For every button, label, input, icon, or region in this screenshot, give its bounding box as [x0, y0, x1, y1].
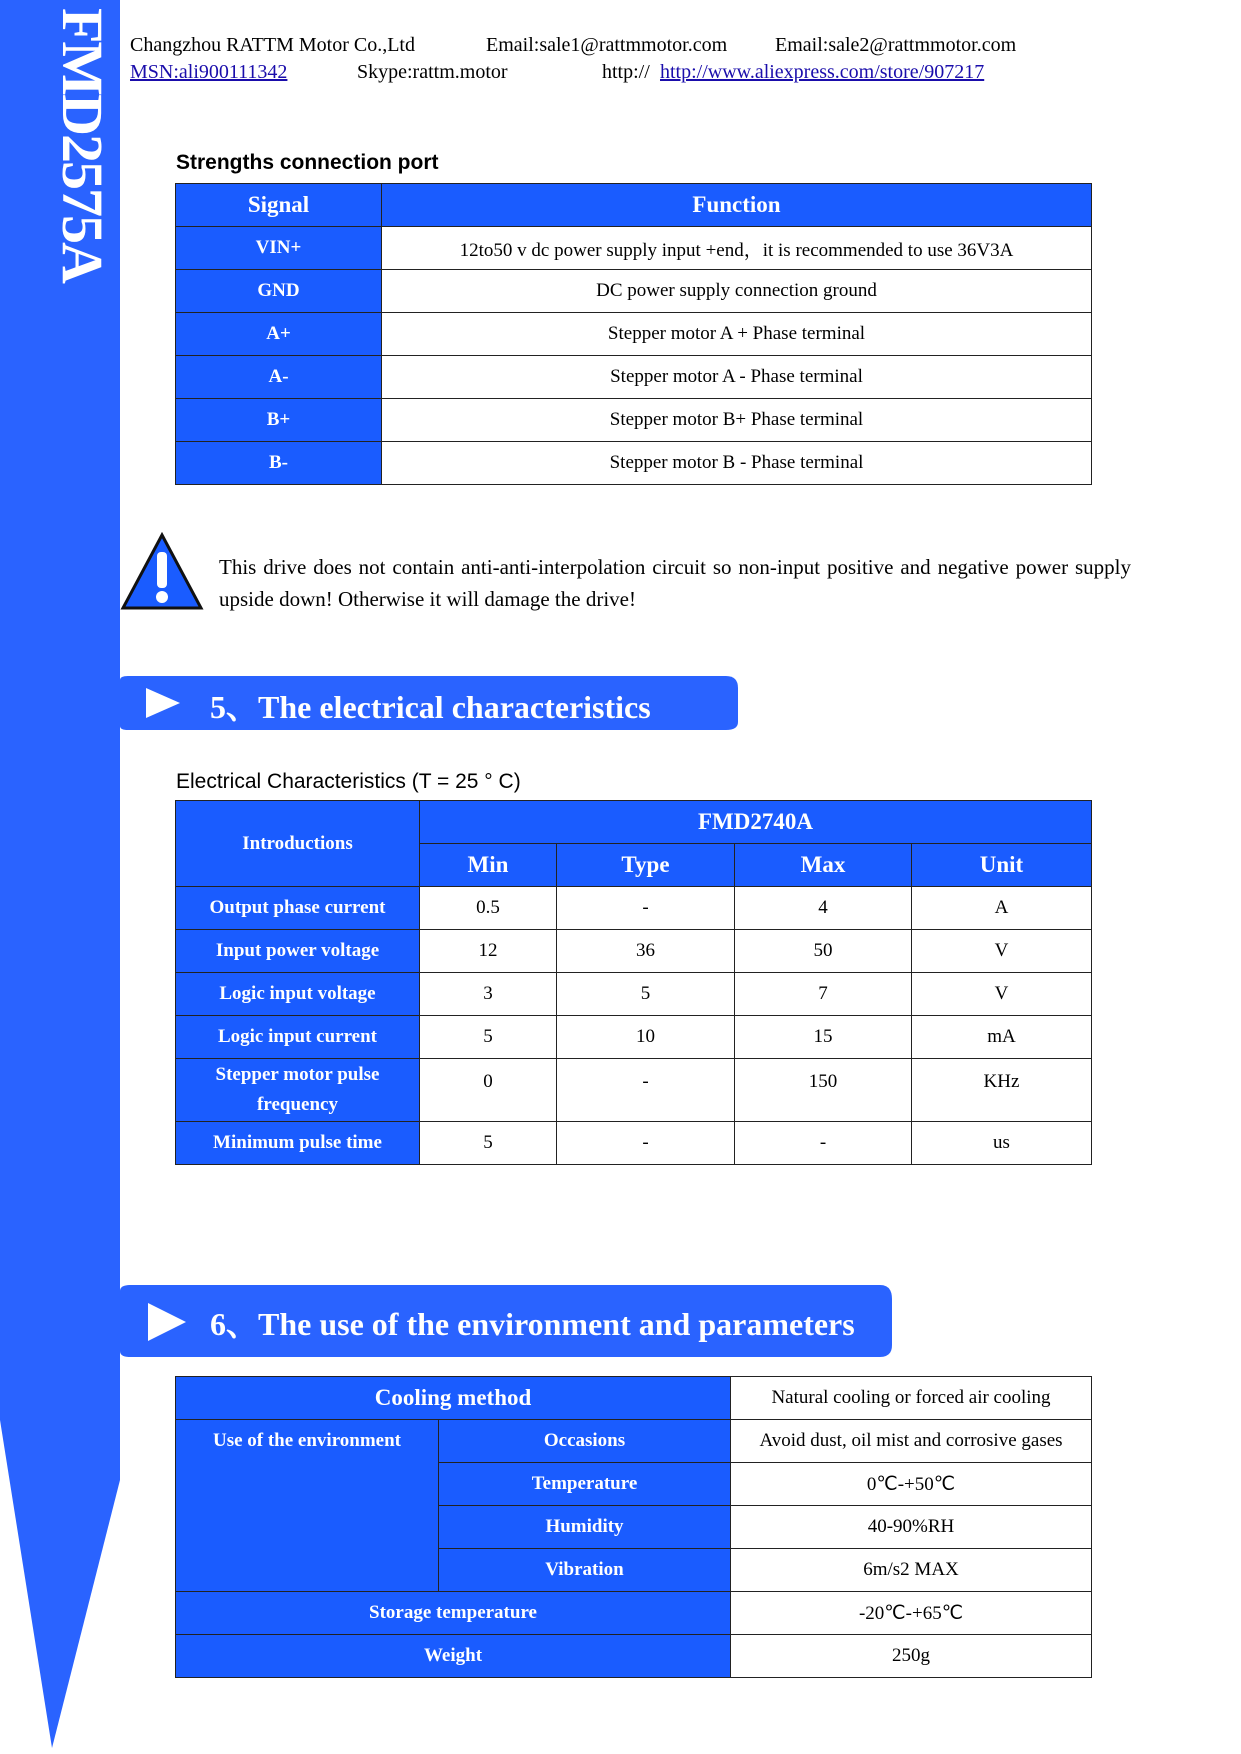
section-5-banner	[120, 676, 740, 730]
unit-cell: A	[912, 887, 1092, 930]
min-cell: 5	[420, 1016, 557, 1059]
table-row	[176, 1592, 1092, 1635]
table-row	[176, 399, 1092, 442]
type-cell: -	[557, 1122, 735, 1165]
min-cell: 0.5	[420, 887, 557, 930]
param-label: Logic input current	[176, 1016, 420, 1059]
signal-cell: GND	[176, 270, 382, 313]
storage-temperature-label: Storage temperature	[176, 1592, 731, 1635]
table-row	[176, 1420, 1092, 1463]
http-prefix: http://	[602, 61, 650, 83]
unit-cell: KHz	[912, 1059, 1092, 1122]
table-row	[176, 356, 1092, 399]
min-cell: 3	[420, 973, 557, 1016]
electrical-table	[175, 800, 1092, 1165]
unit-cell: us	[912, 1122, 1092, 1165]
email-2[interactable]: Email:sale2@rattmmotor.com	[775, 34, 1017, 56]
temperature-value: 0℃-+50℃	[731, 1463, 1092, 1506]
signal-cell: VIN+	[176, 227, 382, 270]
param-label: Minimum pulse time	[176, 1122, 420, 1165]
min-cell: 5	[420, 1122, 557, 1165]
function-cell: DC power supply connection ground	[382, 270, 1092, 313]
vibration-label: Vibration	[439, 1549, 731, 1592]
function-cell: 12to50 v dc power supply input +end，it is recommended to use 36V3A	[382, 227, 1092, 270]
function-cell: Stepper motor B+ Phase terminal	[382, 399, 1092, 442]
skype-id: Skype:rattm.motor	[357, 61, 508, 83]
table-row	[176, 887, 1092, 930]
sidebar-title: FMD2575A	[50, 8, 115, 282]
type-header: Type	[557, 844, 735, 887]
table-row	[176, 313, 1092, 356]
function-cell: Stepper motor B - Phase terminal	[382, 442, 1092, 485]
msn-link[interactable]: MSN:ali900111342	[130, 61, 288, 83]
max-cell: 50	[735, 930, 912, 973]
signal-cell: B-	[176, 442, 382, 485]
weight-value: 250g	[731, 1635, 1092, 1678]
function-cell: Stepper motor A - Phase terminal	[382, 356, 1092, 399]
table-row	[176, 1635, 1092, 1678]
table-row	[176, 1377, 1092, 1420]
section-5-title: 5、The electrical characteristics	[210, 689, 651, 725]
unit-cell: V	[912, 973, 1092, 1016]
signal-cell: B+	[176, 399, 382, 442]
table-row	[176, 930, 1092, 973]
introductions-header: Introductions	[176, 801, 420, 887]
min-cell: 0	[420, 1059, 557, 1122]
signal-cell: A+	[176, 313, 382, 356]
environment-table	[175, 1376, 1092, 1678]
type-cell: 10	[557, 1016, 735, 1059]
type-cell: -	[557, 1059, 735, 1122]
param-label: Stepper motor pulse frequency	[176, 1059, 420, 1122]
function-cell: Stepper motor A + Phase terminal	[382, 313, 1092, 356]
occasions-value: Avoid dust, oil mist and corrosive gases	[731, 1420, 1092, 1463]
unit-cell: mA	[912, 1016, 1092, 1059]
param-label: Input power voltage	[176, 930, 420, 973]
cooling-method-value: Natural cooling or forced air cooling	[731, 1377, 1092, 1420]
param-label: Output phase current	[176, 887, 420, 930]
temperature-label: Temperature	[439, 1463, 731, 1506]
table-row	[176, 442, 1092, 485]
weight-label: Weight	[176, 1635, 731, 1678]
table-row	[176, 1122, 1092, 1165]
param-label: Logic input voltage	[176, 973, 420, 1016]
max-header: Max	[735, 844, 912, 887]
type-cell: -	[557, 887, 735, 930]
unit-header: Unit	[912, 844, 1092, 887]
min-header: Min	[420, 844, 557, 887]
port-table	[175, 183, 1092, 485]
storage-temperature-value: -20℃-+65℃	[731, 1592, 1092, 1635]
model-header: FMD2740A	[420, 801, 1092, 844]
min-cell: 12	[420, 930, 557, 973]
section-6-title: 6、The use of the environment and parameters	[210, 1306, 855, 1342]
humidity-label: Humidity	[439, 1506, 731, 1549]
port-table-caption: Strengths connection port	[176, 151, 439, 174]
max-cell: 7	[735, 973, 912, 1016]
table-row	[176, 227, 1092, 270]
section-6-banner	[120, 1285, 895, 1359]
occasions-label: Occasions	[439, 1420, 731, 1463]
type-cell: 5	[557, 973, 735, 1016]
use-environment-label: Use of the environment	[176, 1420, 439, 1592]
type-cell: 36	[557, 930, 735, 973]
table-row	[176, 973, 1092, 1016]
function-header: Function	[382, 184, 1092, 227]
max-cell: -	[735, 1122, 912, 1165]
cooling-method-label: Cooling method	[176, 1377, 731, 1420]
vibration-value: 6m/s2 MAX	[731, 1549, 1092, 1592]
signal-cell: A-	[176, 356, 382, 399]
signal-header: Signal	[176, 184, 382, 227]
max-cell: 15	[735, 1016, 912, 1059]
elec-table-caption: Electrical Characteristics (T = 25 ° C)	[176, 770, 521, 793]
table-row	[176, 1059, 1092, 1122]
warning-triangle-icon	[120, 532, 204, 617]
unit-cell: V	[912, 930, 1092, 973]
humidity-value: 40-90%RH	[731, 1506, 1092, 1549]
warning-text: This drive does not contain anti-anti-interpolation circuit so non-input positive and negative power supply upside down! Otherwise it will damage the drive!	[219, 555, 1131, 611]
table-row	[176, 1016, 1092, 1059]
max-cell: 4	[735, 887, 912, 930]
max-cell: 150	[735, 1059, 912, 1122]
store-link[interactable]: http://www.aliexpress.com/store/907217	[660, 61, 985, 83]
table-row	[176, 270, 1092, 313]
email-1[interactable]: Email:sale1@rattmmotor.com	[486, 34, 728, 56]
sidebar	[0, 0, 120, 1754]
company-name: Changzhou RATTM Motor Co.,Ltd	[130, 34, 415, 56]
